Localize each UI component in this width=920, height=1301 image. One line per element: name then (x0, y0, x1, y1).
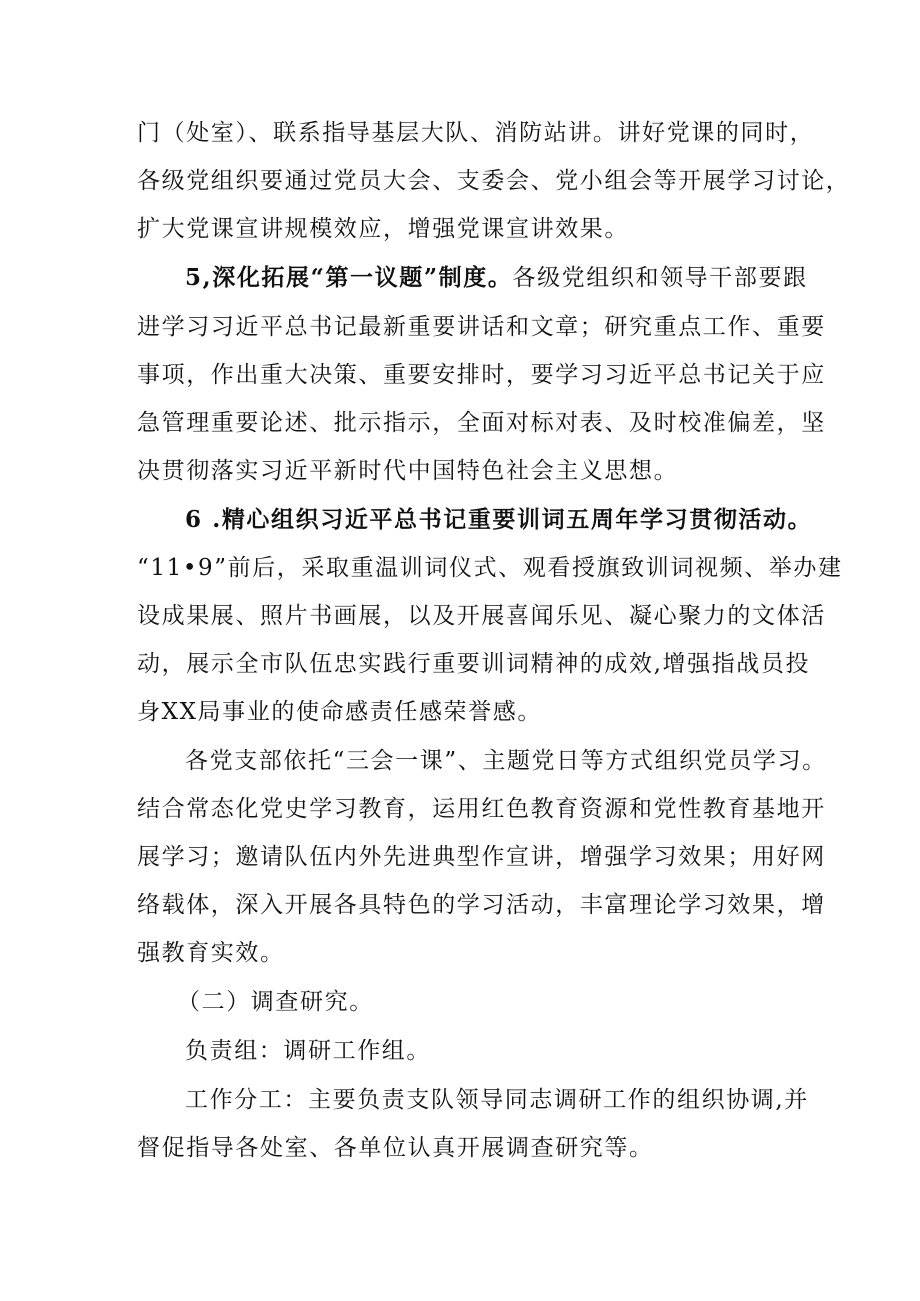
paragraph-line: 身XX局事业的使命感责任感荣誉感。 (137, 699, 542, 725)
work-division-line: 工作分工：主要负责支队领导同志调研工作的组织协调,并 (185, 1087, 809, 1113)
item-6-heading: 精心组织习近平总书记重要训词五周年学习贯彻活动。 (221, 506, 813, 533)
paragraph-line: 急管理重要论述、批示指示，全面对标对表、及时校准偏差，坚 (137, 410, 826, 436)
item-5-heading-line (185, 262, 808, 294)
paragraph-line: 设成果展、照片书画展，以及开展喜闻乐见、凝心聚力的文体活 (137, 603, 826, 629)
responsible-group-line: 负责组：调研工作组。 (185, 1038, 431, 1064)
paragraph-line: 动，展示全市队伍忠实践行重要训词精神的成效,增强指战员投 (137, 651, 811, 677)
paragraph-line: 事项，作出重大决策、重要安排时，要学习习近平总书记关于应 (137, 362, 826, 388)
item-5-text: 各级党组织和领导干部要跟 (512, 265, 808, 291)
paragraph-line: “11•9”前后，采取重温训词仪式、观看授旗致训词视频、举办建 (137, 555, 843, 581)
paragraph-line: 强教育实效。 (137, 940, 285, 966)
item-5-heading: 深化拓展“第一议题”制度。 (212, 264, 513, 291)
section-heading: （二）调查研究。 (177, 989, 374, 1015)
paragraph-line: 督促指导各处室、各单位认真开展调查研究等。 (137, 1135, 654, 1161)
paragraph-line: 结合常态化党史学习教育，运用红色教育资源和党性教育基地开 (137, 796, 826, 822)
paragraph-line: 展学习；邀请队伍内外先进典型作宣讲，增强学习效果；用好网 (137, 844, 826, 870)
paragraph-line: 各党支部依托“三会一课”、主题党日等方式组织党员学习。 (185, 748, 827, 774)
paragraph-line: 门（处室）、联系指导基层大队、消防站讲。讲好党课的同时， (137, 120, 815, 146)
paragraph-line: 络载体，深入开展各具特色的学习活动，丰富理论学习效果，增 (137, 892, 826, 918)
item-6-number: 6 . (185, 506, 222, 533)
item-5-number: 5, (185, 264, 213, 291)
paragraph-line: 扩大党课宣讲规模效应，增强党课宣讲效果。 (137, 216, 629, 242)
item-6-heading-line (185, 504, 812, 536)
paragraph-line: 进学习习近平总书记最新重要讲话和文章；研究重点工作、重要 (137, 314, 826, 340)
paragraph-line: 决贯彻落实习近平新时代中国特色社会主义思想。 (137, 458, 679, 484)
paragraph-line: 各级党组织要通过党员大会、支委会、党小组会等开展学习讨论， (137, 168, 851, 194)
